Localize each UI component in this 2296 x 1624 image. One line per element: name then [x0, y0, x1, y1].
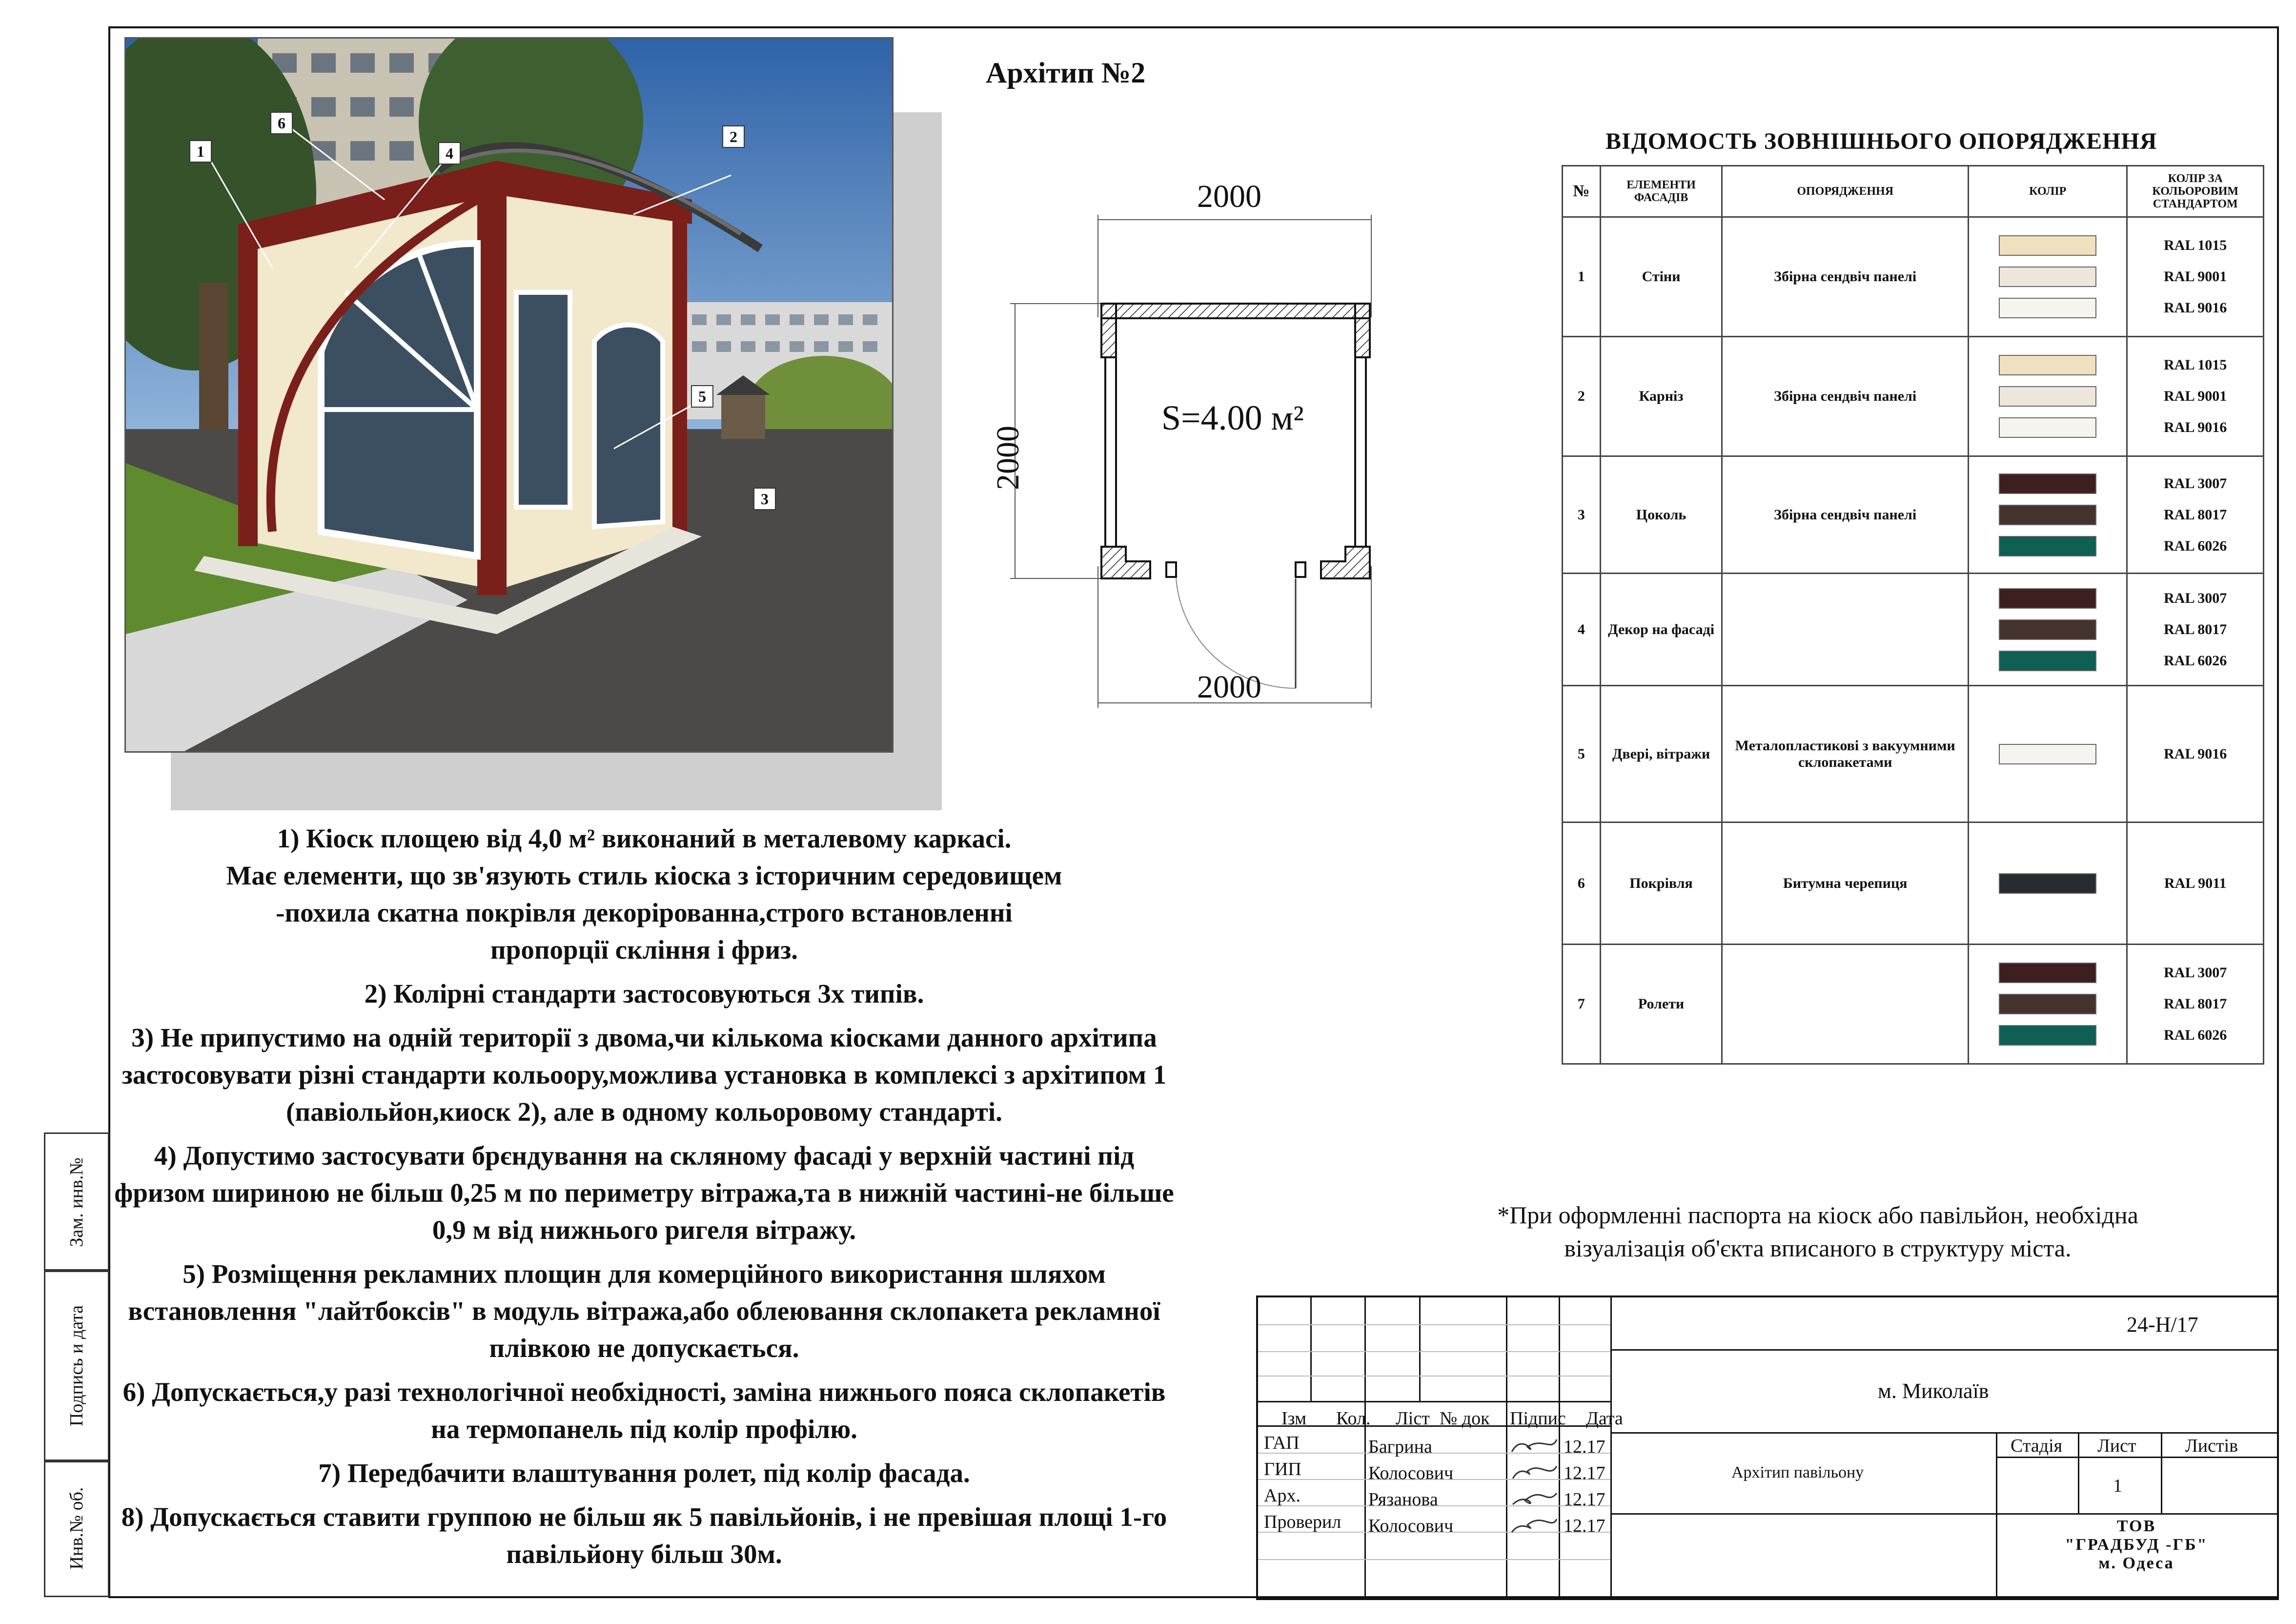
stamp-name: Колосович: [1368, 1463, 1454, 1483]
color-swatch: [1999, 994, 2096, 1014]
finish-table-row: [1563, 456, 2264, 574]
ral-code: RAL 9011: [2164, 875, 2227, 891]
document-code: 24-Н/17: [2127, 1313, 2198, 1336]
cell-ral: [2127, 337, 2264, 456]
sheets-label: Листів: [2185, 1436, 2238, 1456]
stamp-date: 12.17: [1564, 1489, 1605, 1510]
color-swatch: [1999, 963, 2096, 983]
cell-num: 7: [1563, 945, 1601, 1064]
header-num: №: [1563, 166, 1601, 217]
company-block: [1996, 1517, 2277, 1573]
ral-code: RAL 9016: [2164, 419, 2227, 435]
ral-code: RAL 9016: [2164, 300, 2227, 316]
cell-num: 1: [1563, 217, 1601, 337]
color-swatch: [1999, 355, 2096, 375]
cell-num: 2: [1563, 337, 1601, 456]
signatures: [1508, 1432, 1562, 1540]
ral-code: RAL 6026: [2164, 1027, 2227, 1043]
finish-table-title: ВІДОМОСТЬ ЗОВНІШНЬОГО ОПОРЯДЖЕННЯ: [1605, 128, 2157, 154]
cell-ral: [2127, 574, 2264, 686]
cell-color: [1969, 686, 2127, 822]
ral-code: RAL 8017: [2164, 506, 2227, 523]
note-6: 6) Допускається,у разі технологічної необхідності, заміна нижнього пояса склопакетів на термопанель під колір профілю.: [122, 1377, 1166, 1444]
ral-code: RAL 3007: [2164, 475, 2227, 492]
cell-num: 4: [1563, 574, 1601, 686]
cell-finish: Металопластикові з вакуумними склопакетами: [1722, 686, 1969, 822]
cell-color: [1969, 337, 2127, 456]
cell-color: [1969, 574, 2127, 686]
note-7: 7) Передбачити влаштування ролет, під колір фасада.: [318, 1458, 970, 1488]
stamp-header-date: Дата: [1586, 1408, 1623, 1429]
note-line: -похила скатна покрівля декорірованна,строго встановленні: [276, 898, 1013, 927]
color-swatch: [1999, 588, 2096, 609]
finish-table-row: [1563, 822, 2264, 945]
dim-bottom: 2000: [1197, 669, 1261, 705]
company-line: ТОВ: [2116, 1517, 2156, 1535]
note-4: 4) Допустимо застосувати брєндування на скляному фасаді у верхній частині під фризом шириною не більш 0,25 м по периметру вітража,та в нижній частині-не більше 0,9 м від нижнього ригеля вітражу.: [114, 1141, 1174, 1245]
note-8: 8) Допускається ставити группою не більш як 5 павільйонів, і не превішая площі 1-го павільйону більш 30м.: [121, 1502, 1167, 1569]
sidebar-label: Подпись и дата: [66, 1305, 87, 1427]
cell-element: Декор на фасаді: [1600, 574, 1722, 686]
stamp-role: Арх.: [1264, 1485, 1300, 1506]
cell-ral: [2127, 456, 2264, 574]
color-swatch: [1999, 267, 2096, 287]
ral-code: RAL 3007: [2164, 965, 2227, 981]
ral-code: RAL 6026: [2164, 537, 2227, 554]
cell-num: 6: [1563, 822, 1601, 945]
ral-code: RAL 1015: [2164, 237, 2227, 253]
title-block: [1256, 1295, 2279, 1600]
page-title: Архітип №2: [986, 57, 1146, 89]
finish-table-row: [1563, 337, 2264, 456]
cell-color: [1969, 822, 2127, 945]
sidebar-label: Инв.№ об.: [66, 1487, 87, 1570]
sidebar-cell-inv-number: [44, 1460, 109, 1597]
callout-1: 1: [189, 140, 212, 163]
city: м. Миколаїв: [1878, 1379, 1989, 1403]
note-1: [107, 820, 1181, 968]
cell-element: Карніз: [1600, 337, 1722, 456]
finish-table-header: [1563, 166, 2264, 217]
company-line: "ГРАДБУД -ГБ": [2065, 1536, 2208, 1554]
color-swatch: [1999, 1025, 2096, 1046]
color-swatch: [1999, 417, 2096, 438]
cell-num: 5: [1563, 686, 1601, 822]
callout-5: 5: [691, 385, 713, 408]
cell-element: Стіни: [1600, 217, 1722, 337]
finish-table-row: [1563, 945, 2264, 1064]
stamp-role: ГИП: [1264, 1459, 1301, 1480]
ral-code: RAL 3007: [2164, 590, 2227, 606]
stamp-header-izm: Ізм: [1281, 1408, 1307, 1429]
color-swatch: [1999, 386, 2096, 407]
cell-color: [1969, 217, 2127, 337]
ral-code: RAL 9001: [2164, 268, 2227, 285]
note-2: 2) Колірні стандарти застосовуються 3х типів.: [364, 979, 924, 1008]
ral-code: RAL 8017: [2164, 621, 2227, 637]
dim-left: 2000: [990, 426, 1026, 490]
callout-4: 4: [438, 142, 461, 164]
sheet-label: Лист: [2097, 1436, 2136, 1456]
cell-color: [1969, 945, 2127, 1064]
cell-finish: [1722, 574, 1969, 686]
ral-code: RAL 1015: [2164, 357, 2227, 373]
cell-finish: Збірна сендвіч панелі: [1722, 217, 1969, 337]
stamp-header-list: Ліст: [1396, 1408, 1430, 1429]
finish-table-row: [1563, 574, 2264, 686]
header-element: ЕЛЕМЕНТИ ФАСАДІВ: [1600, 166, 1722, 217]
stamp-header-doc: № док: [1440, 1408, 1490, 1429]
cell-finish: [1722, 945, 1969, 1064]
ral-code: RAL 9001: [2164, 388, 2227, 404]
header-finish: ОПОРЯДЖЕННЯ: [1722, 166, 1969, 217]
color-swatch: [1999, 873, 2096, 894]
notes: [107, 820, 1181, 1580]
cell-element: Покрівля: [1600, 822, 1722, 945]
cell-color: [1969, 456, 2127, 574]
color-swatch: [1999, 235, 2096, 256]
stamp-role: Проверил: [1264, 1512, 1341, 1532]
color-swatch: [1999, 473, 2096, 494]
cell-element: Ролети: [1600, 945, 1722, 1064]
finish-table-row: [1563, 686, 2264, 822]
sheet-value: 1: [2113, 1476, 2122, 1496]
sidebar-label: Зам. инв.№: [66, 1157, 87, 1247]
sidebar-cell-signature-date: [44, 1269, 109, 1462]
cell-ral: [2127, 686, 2264, 822]
ral-code: RAL 9016: [2164, 745, 2227, 762]
stage-label: Стадія: [2011, 1436, 2063, 1456]
header-color: КОЛІР: [1969, 166, 2127, 217]
color-swatch: [1999, 651, 2096, 671]
callout-2: 2: [722, 125, 745, 148]
kiosk-render: [124, 37, 894, 753]
footnote: *При оформленні паспорта на кіоск або павільйон, необхідна візуалізація об'єкта вписаного в структуру міста.: [1497, 1201, 2138, 1262]
stamp-role: ГАП: [1264, 1433, 1300, 1453]
callout-3: 3: [753, 488, 776, 510]
ral-code: RAL 8017: [2164, 996, 2227, 1012]
finish-table: [1562, 165, 2264, 1065]
floor-plan: [1000, 195, 1401, 722]
color-swatch: [1999, 536, 2096, 556]
stamp-name: Колосович: [1368, 1516, 1454, 1536]
callout-6: 6: [270, 112, 293, 134]
company-line: м. Одеса: [2098, 1554, 2174, 1572]
cell-ral: [2127, 217, 2264, 337]
plan-area: S=4.00 м²: [1161, 398, 1304, 437]
dim-top: 2000: [1197, 179, 1261, 214]
color-swatch: [1999, 298, 2096, 318]
color-swatch: [1999, 505, 2096, 525]
stamp-header-signature: Підпис: [1510, 1408, 1566, 1429]
cell-element: Цоколь: [1600, 456, 1722, 574]
header-ral: КОЛІР ЗА КОЛЬОРОВИМ СТАНДАРТОМ: [2127, 166, 2264, 217]
cell-finish: Битумна черепиця: [1722, 822, 1969, 945]
note-5: 5) Розміщення рекламних площин для комерційного використання шляхом встановлення "лайтбоксів" в модуль вітража,або облеювання склопакета рекламної плівкою не допускається.: [128, 1259, 1160, 1363]
note-line: Має елементи, що зв'язують стиль кіоска з історичним середовищем: [226, 861, 1062, 890]
stamp-name: Рязанова: [1368, 1489, 1438, 1510]
cell-ral: [2127, 945, 2264, 1064]
stamp-name: Багрина: [1368, 1437, 1432, 1457]
cell-element: Двері, вітражи: [1600, 686, 1722, 822]
color-swatch: [1999, 744, 2096, 764]
drawing-title: Архітип павільону: [1731, 1463, 1864, 1481]
stamp-date: 12.17: [1564, 1516, 1605, 1536]
cell-finish: Збірна сендвіч панелі: [1722, 337, 1969, 456]
stamp-date: 12.17: [1564, 1437, 1605, 1457]
sidebar-cell-replacement-inv: [44, 1132, 109, 1272]
ral-code: RAL 6026: [2164, 652, 2227, 669]
cell-num: 3: [1563, 456, 1601, 574]
cell-ral: [2127, 822, 2264, 945]
note-line: 1) Кіоск площею від 4,0 м² виконаний в металевому каркасі.: [277, 823, 1012, 853]
note-line: пропорції скління і фриз.: [490, 935, 798, 965]
stamp-date: 12.17: [1564, 1463, 1605, 1483]
stamp-header-kol: Кол.: [1336, 1408, 1371, 1429]
finish-table-row: [1563, 217, 2264, 337]
note-3: 3) Не припустимо на одній території з двома,чи кількома кіосками данного архітипа застосовувати різні стандарти кольоору,можлива установка в комплексі з архітипом 1 (павіольйон,киоск 2), але в одному кольоровому стандарті.: [122, 1023, 1167, 1127]
kiosk-render-svg: [126, 39, 892, 751]
cell-finish: Збірна сендвіч панелі: [1722, 456, 1969, 574]
color-swatch: [1999, 619, 2096, 640]
